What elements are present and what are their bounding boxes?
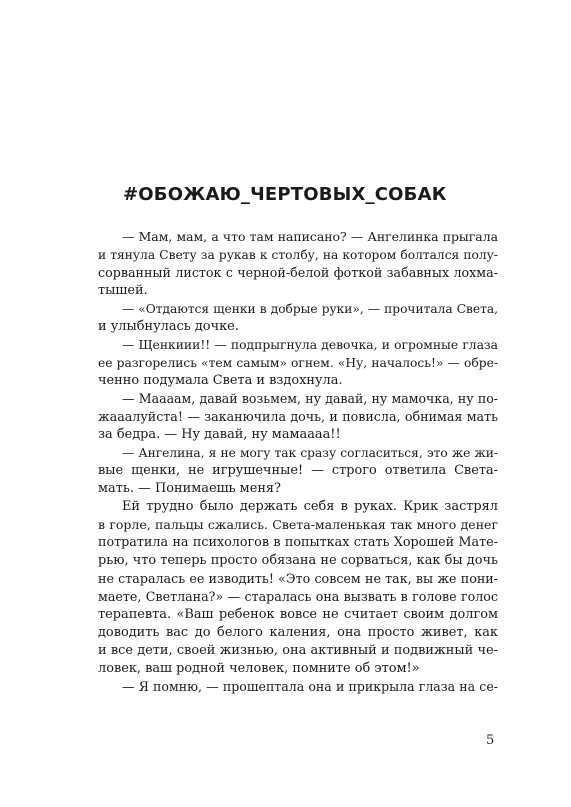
text-line: — Щенкиии!! — подпрыгнула девочка, и огромные глаза <box>122 338 498 353</box>
text-line: ловек, ваш родной человек, помните об этом!» <box>98 661 420 677</box>
text-line: в горле, пальцы сжались. Света-маленькая так много денег <box>98 517 498 533</box>
text-line: маете, Светлана?» — старалась она вызвать в голове голос <box>98 589 498 605</box>
chapter-title: #ОБОЖАЮ_ЧЕРТОВЫХ_СОБАК <box>123 184 447 205</box>
text-line: доводить вас до белого каления, она просто живет, как <box>98 625 498 641</box>
text-line: за бедра. — Ну давай, ну мамаааа!! <box>98 427 341 443</box>
text-line: — Мам, мам, а что там написано? — Ангелинка прыгала <box>122 229 498 244</box>
text-line: Ей трудно было держать себя в руках. Крик застрял <box>122 499 498 515</box>
text-line: жаaaлуйста! — заканючила дочь, и повисла, обнимая мать <box>98 409 498 425</box>
text-line: — «Отдаются щенки в добрые руки», — прочитала Света, <box>122 302 498 317</box>
text-line: ее разгорелись «тем самым» огнем. «Ну, началось!» — обре- <box>98 356 498 371</box>
text-line: рью, что теперь просто обязана не сорваться, как бы дочь <box>98 553 498 569</box>
text-line: — Ангелина, я не могу так сразу согласиться, это же жи- <box>122 446 498 461</box>
page-number: 5 <box>486 733 495 748</box>
text-line: терапевта. «Ваш ребенок вовсе не считает своим долгом <box>98 607 498 623</box>
text-line: — Я помню, — прошептала она и прикрыла глаза на се- <box>122 679 498 695</box>
text-line: вые щенки, не игрушечные! — строго ответила Света- <box>98 463 498 479</box>
text-line: и тянула Свету за рукав к столбу, на котором болтался полу- <box>98 248 498 263</box>
text-line: не старалась ее изводить! «Это совсем не так, вы же пони- <box>98 571 498 587</box>
text-line: — Маааам, давай возьмем, ну давай, ну мамочка, ну по- <box>122 391 498 407</box>
body-text <box>98 228 498 696</box>
text-line: и улыбнулась дочке. <box>98 319 239 335</box>
text-line: ченно подумала Света и вздохнула. <box>98 373 343 389</box>
text-line: мать. — Понимаешь меня? <box>98 481 281 497</box>
text-line: тышей. <box>98 283 148 299</box>
text-line: сорванный листок с черной-белой фоткой забавных лохма- <box>98 265 498 281</box>
text-line: потратила на психологов в попытках стать Хорошей Мате- <box>98 535 498 551</box>
text-line: и все дети, своей жизнью, она активный и подвижный че- <box>98 643 498 659</box>
